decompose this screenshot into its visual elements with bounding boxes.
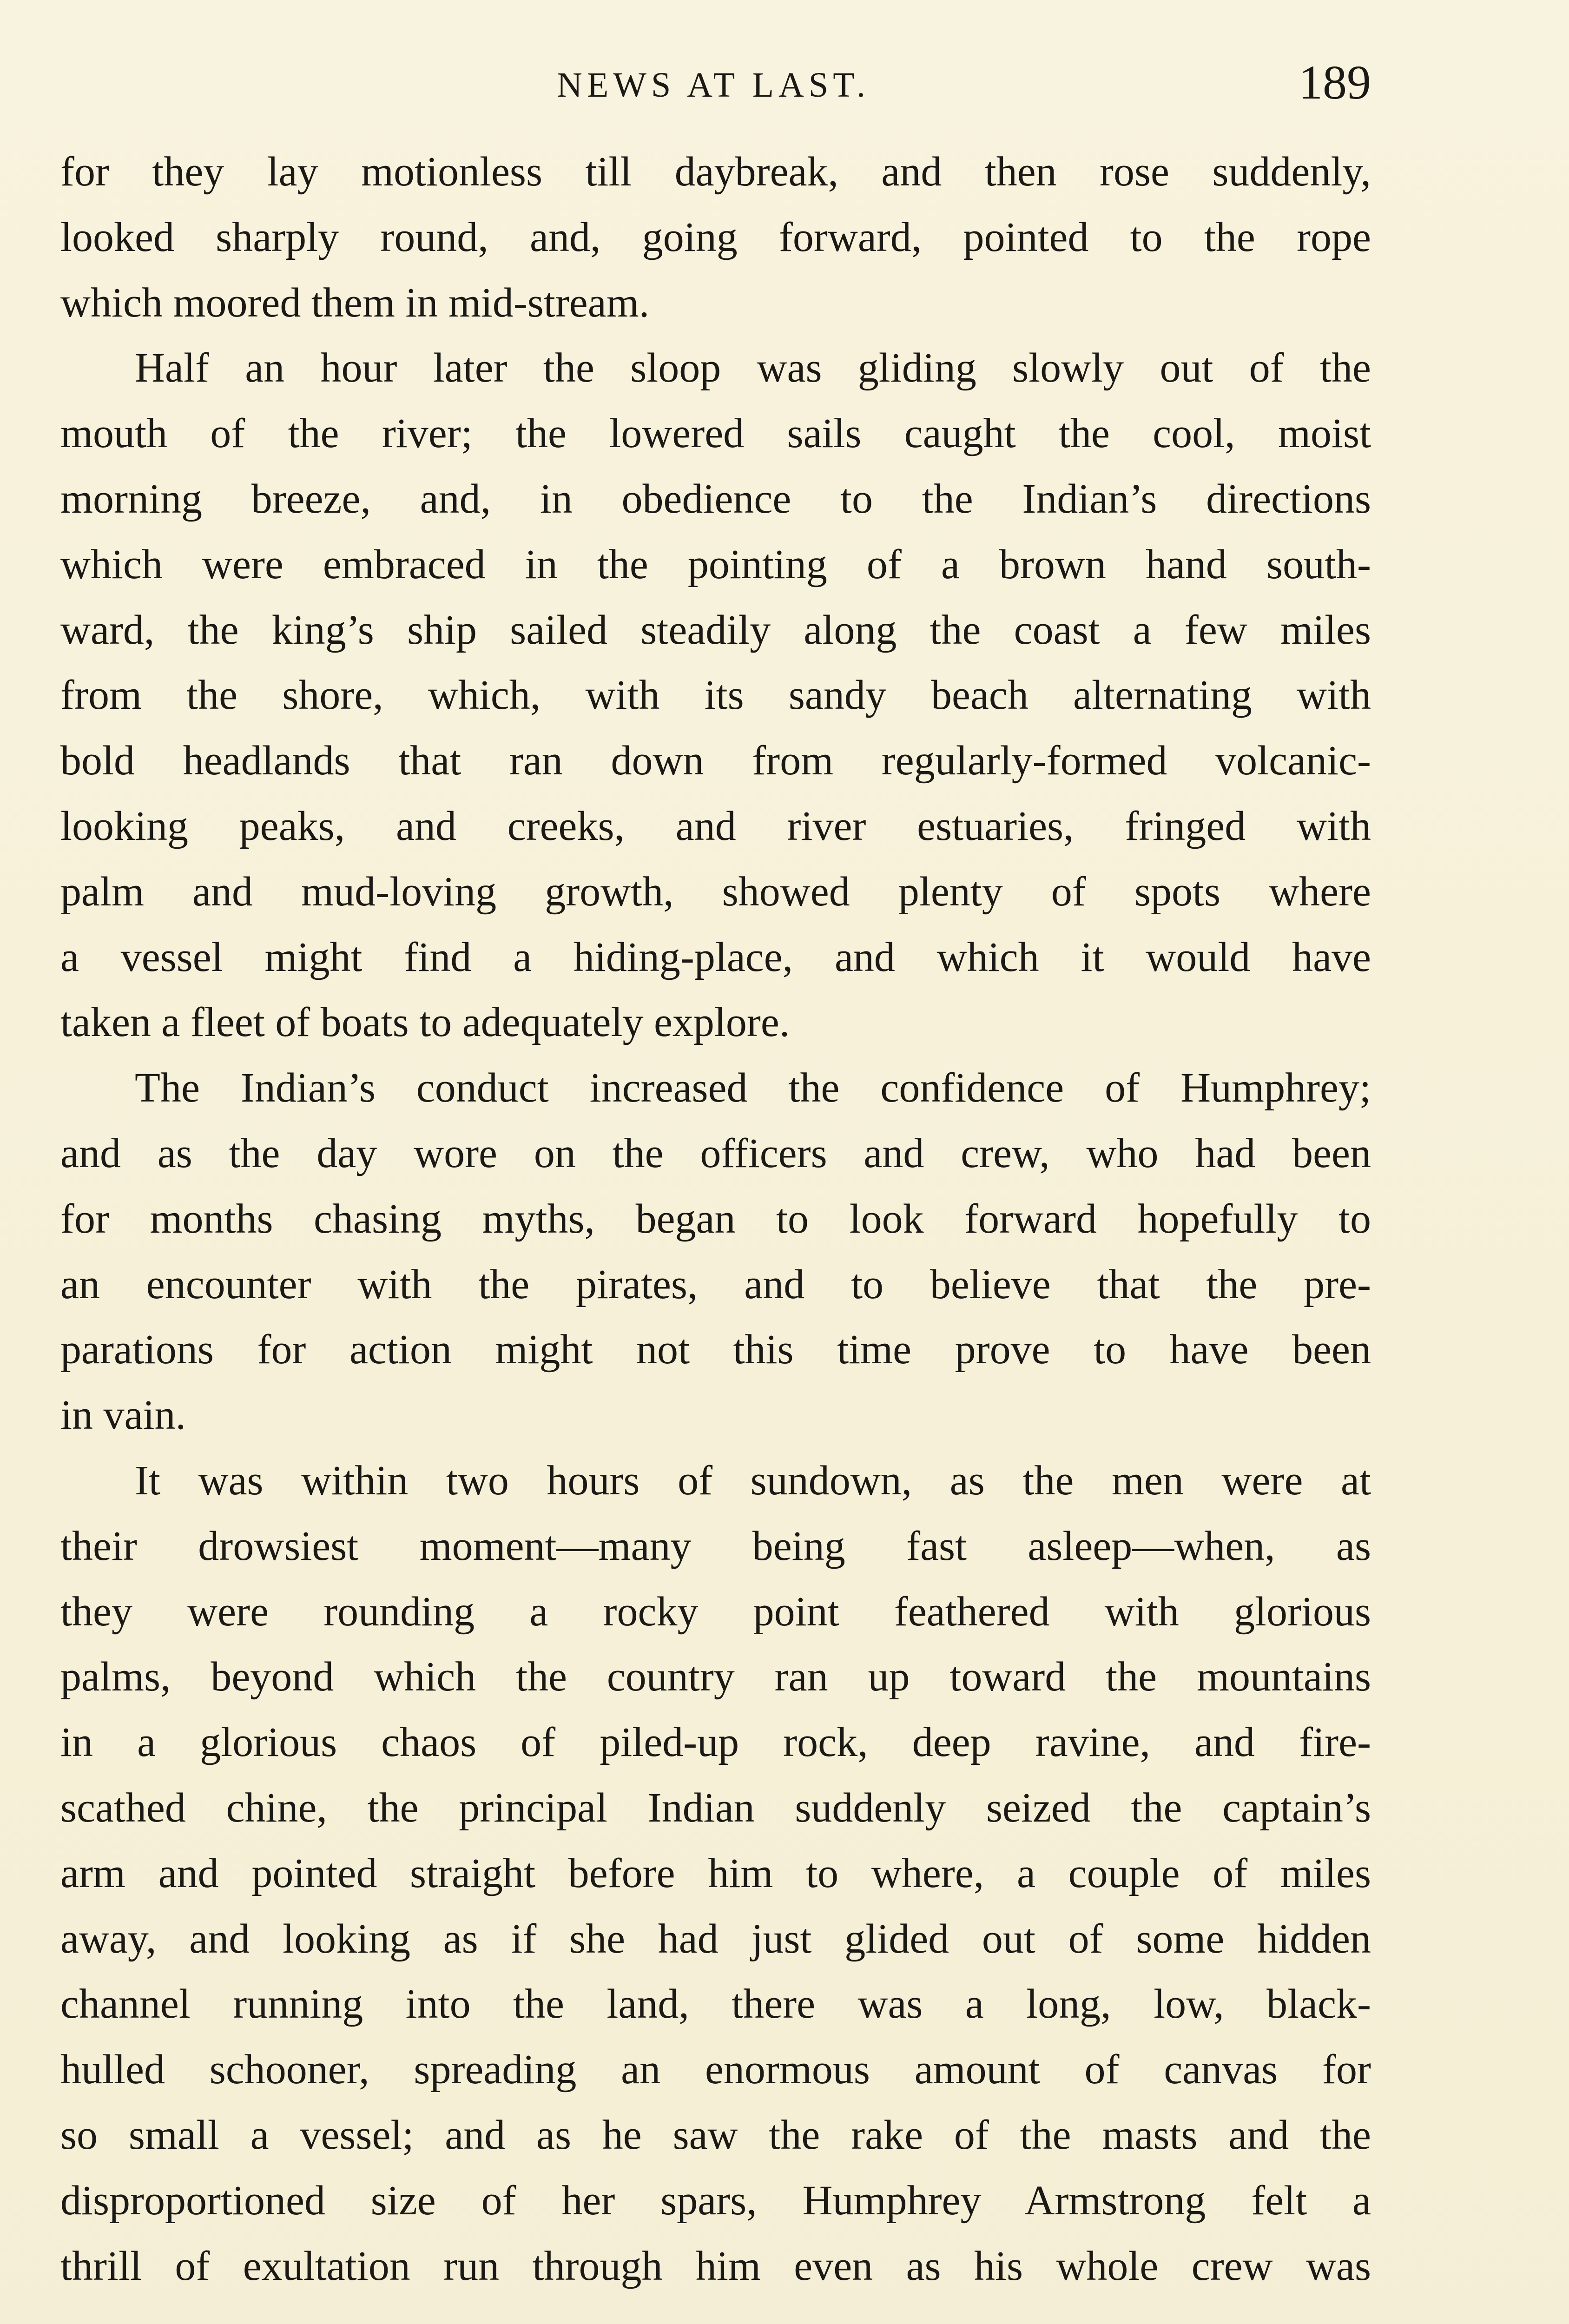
text-line: palm and mud-loving growth, showed plenty of spots where [60, 868, 1371, 915]
text-line: looking peaks, and creeks, and river estuaries, fringed with [60, 803, 1371, 849]
text-line: disproportioned size of her spars, Humphrey Armstrong felt a [60, 2177, 1371, 2224]
text-line: for they lay motionless till daybreak, and then rose suddenly, [60, 149, 1371, 195]
text-line: looked sharply round, and, going forward, pointed to the rope [60, 214, 1371, 260]
text-line: palms, beyond which the country ran up toward the mountains [60, 1654, 1371, 1700]
text-line: ward, the king’s ship sailed steadily along the coast a few miles [60, 607, 1371, 653]
text-line: channel running into the land, there was a long, low, black- [60, 1981, 1371, 2027]
running-head [56, 55, 1371, 115]
text-line: so small a vessel; and as he saw the rake of the masts and the [60, 2112, 1371, 2158]
text-line: hulled schooner, spreading an enormous amount of canvas for [60, 2047, 1371, 2093]
page-number: 189 [1299, 56, 1371, 109]
paragraph-start-line: It was within two hours of sundown, as the men were at [135, 1457, 1371, 1504]
text-line: parations for action might not this time prove to have been [60, 1327, 1371, 1373]
text-line: an encounter with the pirates, and to believe that the pre- [60, 1261, 1371, 1307]
chapter-title: NEWS AT LAST. [557, 66, 870, 105]
text-line: morning breeze, and, in obedience to the Indian’s directions [60, 475, 1371, 522]
text-line: and as the day wore on the officers and crew, who had been [60, 1130, 1371, 1176]
body-text [60, 139, 1371, 2299]
text-line: in a glorious chaos of piled-up rock, deep ravine, and fire- [60, 1719, 1371, 1766]
text-line: they were rounding a rocky point feathered with glorious [60, 1588, 1371, 1635]
text-line: which were embraced in the pointing of a brown hand south- [60, 541, 1371, 588]
text-line: bold headlands that ran down from regularly-formed volcanic- [60, 738, 1371, 784]
paragraph-start-line: The Indian’s conduct increased the confidence of Humphrey; [135, 1065, 1371, 1111]
text-line: in vain. [60, 1392, 186, 1439]
text-line: scathed chine, the principal Indian suddenly seized the captain’s [60, 1784, 1371, 1831]
text-line: their drowsiest moment—many being fast asleep—when, as [60, 1523, 1371, 1569]
text-line: taken a fleet of boats to adequately explore. [60, 999, 790, 1046]
text-line: from the shore, which, with its sandy beach alternating with [60, 672, 1371, 719]
paragraph-start-line: Half an hour later the sloop was gliding slowly out of the [135, 345, 1371, 391]
text-line: mouth of the river; the lowered sails caught the cool, moist [60, 410, 1371, 457]
text-line: a vessel might find a hiding-place, and which it would have [60, 934, 1371, 980]
text-line: thrill of exultation run through him even as his whole crew was [60, 2243, 1371, 2289]
text-line: away, and looking as if she had just glided out of some hidden [60, 1915, 1371, 1962]
text-line: arm and pointed straight before him to where, a couple of miles [60, 1850, 1371, 1896]
text-line: for months chasing myths, began to look forward hopefully to [60, 1195, 1371, 1242]
text-line: which moored them in mid-stream. [60, 279, 650, 326]
